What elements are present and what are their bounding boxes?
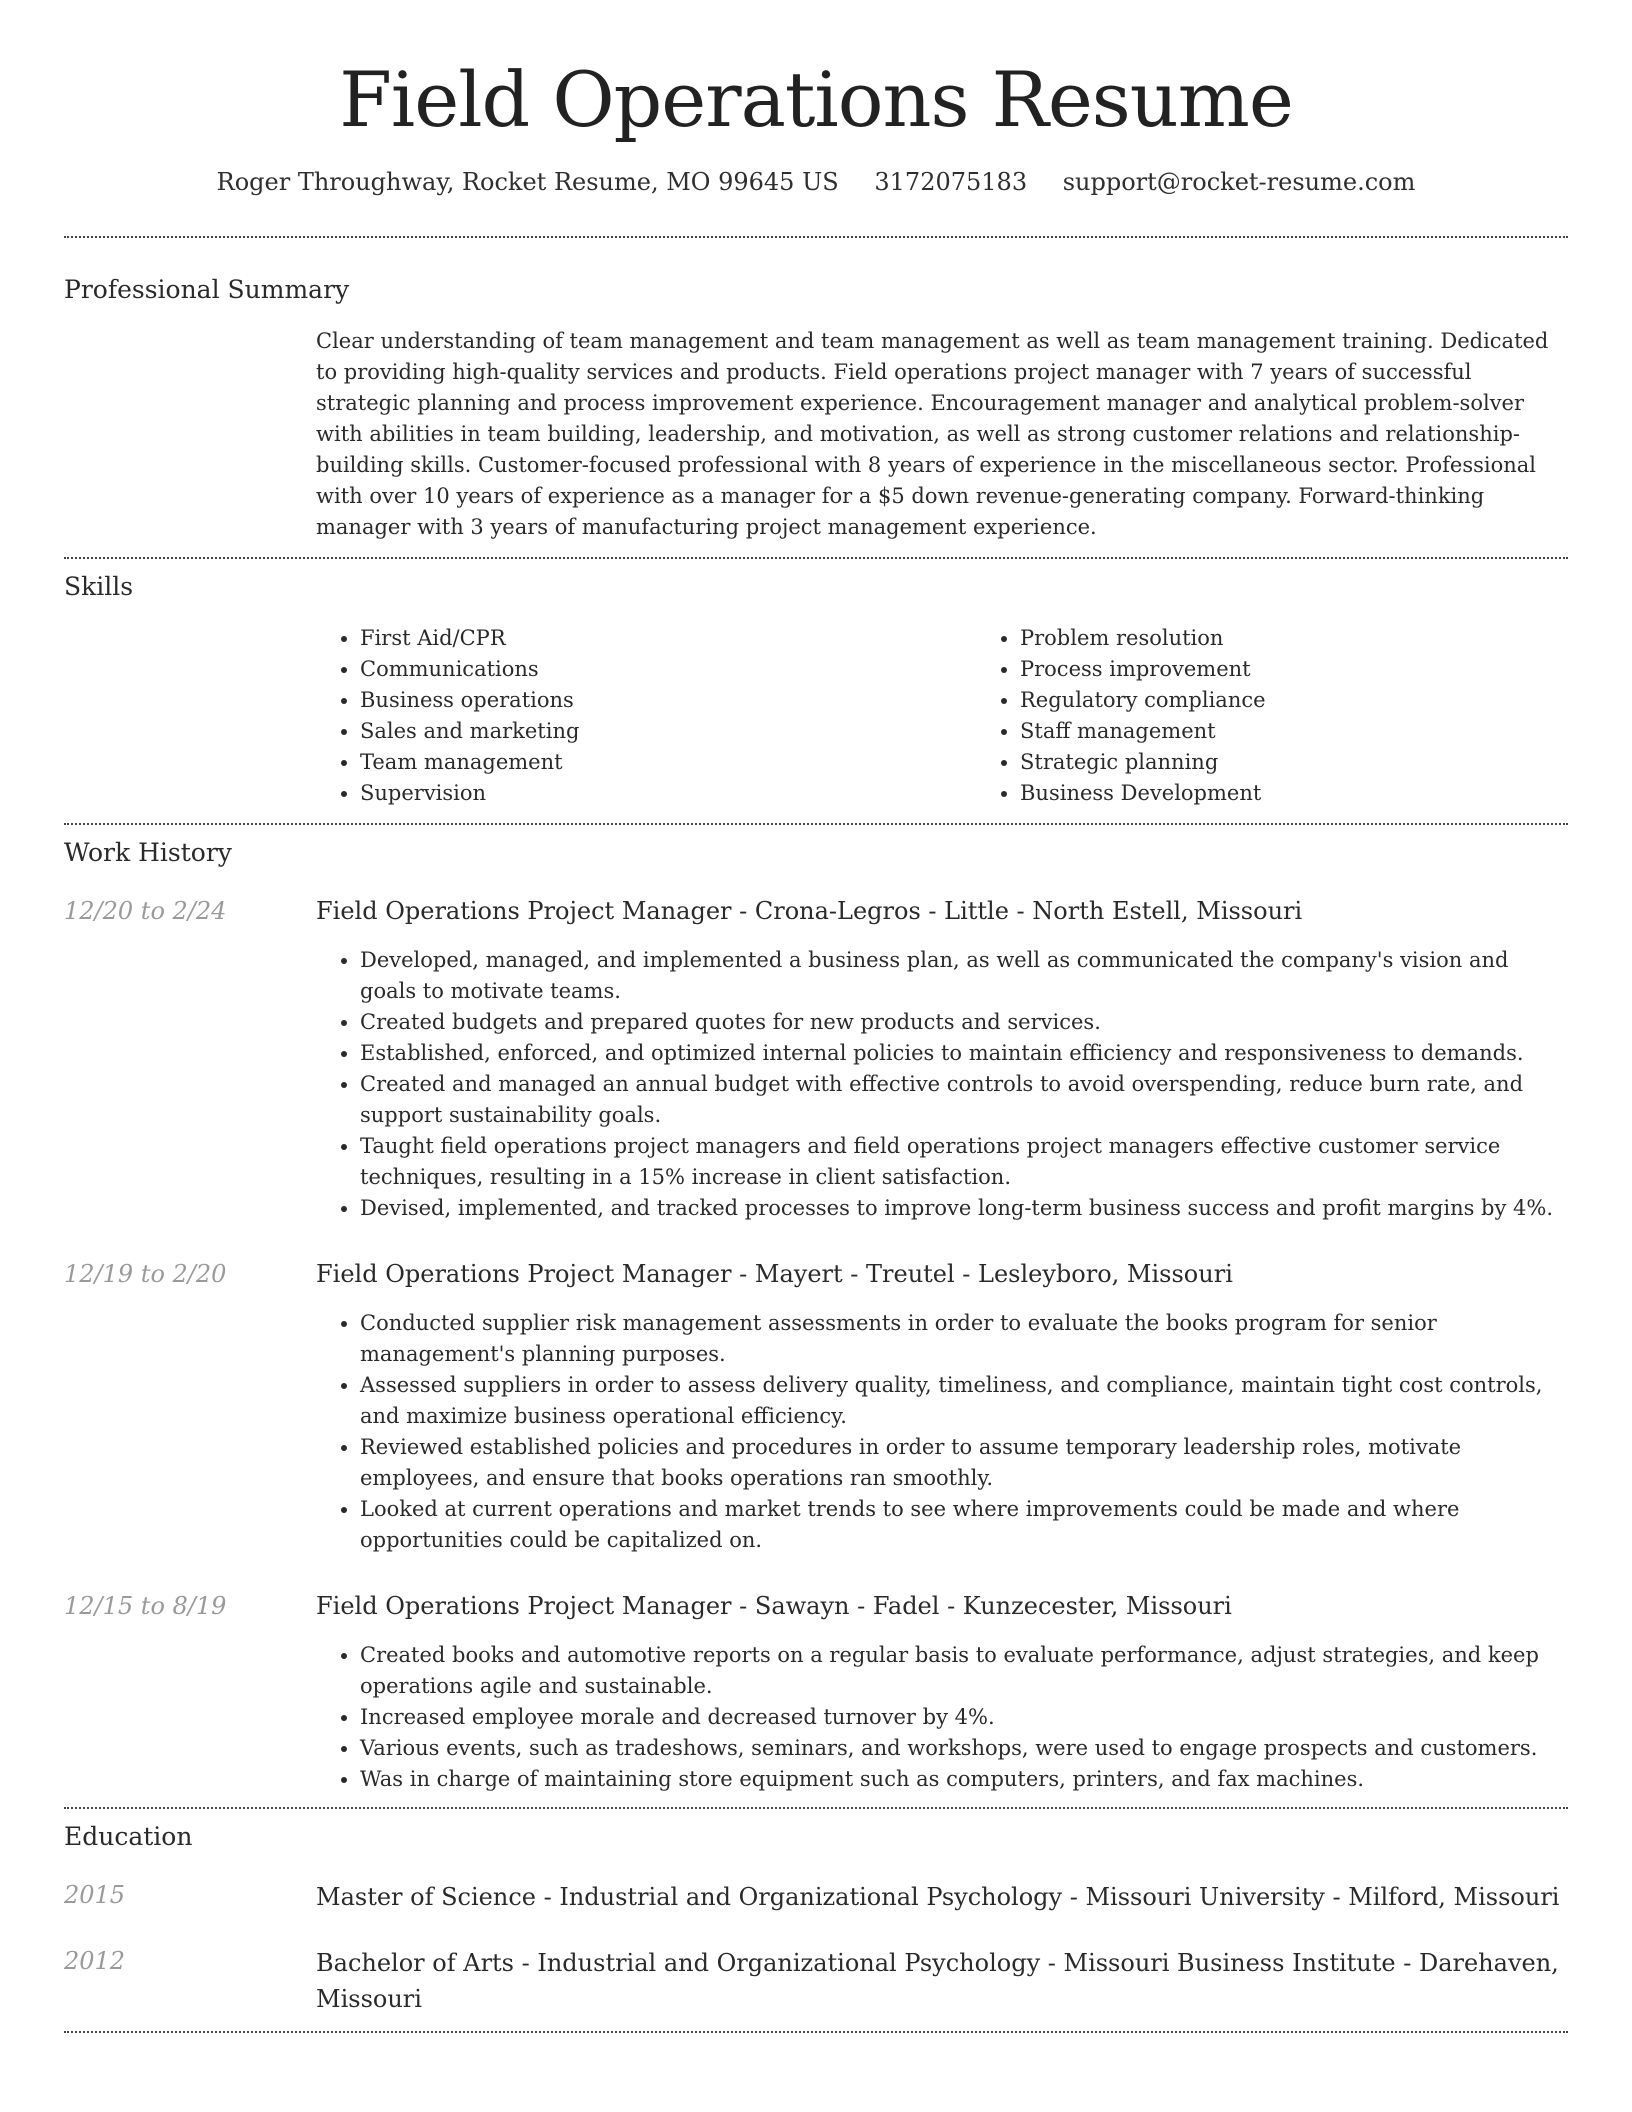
education-entry [64, 1879, 1568, 1915]
contact-phone: 3172075183 [874, 168, 1028, 196]
job-bullet: • Taught field operations project managers and field operations project managers effective customer service techniques, resulting in a 15% increase in client satisfaction. [360, 1131, 1568, 1193]
section-divider [64, 2031, 1568, 2033]
skills-section [64, 559, 1568, 823]
skills-list-left [316, 623, 976, 809]
job-bullet: • Conducted supplier risk management assessments in order to evaluate the books program for senior management's planning purposes. [360, 1308, 1568, 1370]
skill-item: • Business operations [360, 685, 976, 716]
job-gutter [64, 945, 316, 1224]
education-entry [64, 1945, 1568, 2017]
job-bullet: • Created budgets and prepared quotes for new products and services. [360, 1007, 1568, 1038]
job-bullet: • Looked at current operations and market trends to see where improvements could be made and where opportunities could be capitalized on. [360, 1494, 1568, 1556]
work-heading: Work History [64, 838, 232, 867]
job-bullet: • Created and managed an annual budget with effective controls to avoid overspending, reduce burn rate, and support sustainability goals. [360, 1069, 1568, 1131]
skill-item: • Communications [360, 654, 976, 685]
education-year: 2015 [64, 1881, 126, 1909]
job-dates: 12/20 to 2/24 [64, 897, 227, 925]
job-bullet: • Increased employee morale and decreased turnover by 4%. [360, 1702, 1568, 1733]
skills-list-right [976, 623, 1632, 809]
job-gutter [64, 1308, 316, 1556]
job-bullets [316, 1308, 1568, 1556]
job-bullet: • Devised, implemented, and tracked processes to improve long-term business success and profit margins by 4%. [360, 1193, 1568, 1224]
job-bullet: • Established, enforced, and optimized internal policies to maintain efficiency and responsiveness to demands. [360, 1038, 1568, 1069]
skill-item: • Problem resolution [1020, 623, 1632, 654]
job-bullet: • Various events, such as tradeshows, seminars, and workshops, were used to engage prospects and customers. [360, 1733, 1568, 1764]
job-dates: 12/15 to 8/19 [64, 1592, 227, 1620]
summary-gutter [64, 326, 316, 543]
skill-item: • Staff management [1020, 716, 1632, 747]
job-entry [64, 1590, 1568, 1795]
job-bullet: • Was in charge of maintaining store equipment such as computers, printers, and fax machines. [360, 1764, 1568, 1795]
skill-item: • Regulatory compliance [1020, 685, 1632, 716]
job-bullets [316, 945, 1568, 1224]
skill-item: • Strategic planning [1020, 747, 1632, 778]
contact-email: support@rocket-resume.com [1062, 168, 1416, 196]
job-bullet: • Reviewed established policies and procedures in order to assume temporary leadership roles, motivate employees, and ensure that books operations ran smoothly. [360, 1432, 1568, 1494]
job-dates: 12/19 to 2/20 [64, 1260, 227, 1288]
resume-title: Field Operations Resume [339, 55, 1293, 144]
job-title: Field Operations Project Manager - Sawayn - Fadel - Kunzecester, Missouri [316, 1592, 1232, 1620]
job-bullet: • Created books and automotive reports on a regular basis to evaluate performance, adjust strategies, and keep operations agile and sustainable. [360, 1640, 1568, 1702]
education-title: Bachelor of Arts - Industrial and Organizational Psychology - Missouri Business Institute - Darehaven, Missouri [316, 1949, 1559, 2013]
contact-line [64, 166, 1568, 198]
skill-item: • Process improvement [1020, 654, 1632, 685]
skills-heading: Skills [64, 572, 134, 601]
job-bullets [316, 1640, 1568, 1795]
job-title: Field Operations Project Manager - Mayert - Treutel - Lesleyboro, Missouri [316, 1260, 1233, 1288]
job-bullet: • Assessed suppliers in order to assess delivery quality, timeliness, and compliance, maintain tight cost controls, and maximize business operational efficiency. [360, 1370, 1568, 1432]
job-gutter [64, 1640, 316, 1795]
education-year: 2012 [64, 1947, 126, 1975]
education-section [64, 1809, 1568, 2031]
summary-heading: Professional Summary [64, 275, 350, 304]
summary-text: Clear understanding of team management and team management as well as team management training. Dedicated to providing high-quality services and products. Field operations project manager with 7 years of successful strategic planning and process improvement experience. Encouragement manager and analytical problem-solver with abilities in team building, leadership, and motivation, as well as strong customer relations and relationship-building skills. Customer-focused professional with 8 years of experience in the miscellaneous sector. Professional with over 10 years of experience as a manager for a $5 down revenue-generating company. Forward-thinking manager with 3 years of manufacturing project management experience. [316, 329, 1549, 539]
education-heading: Education [64, 1822, 193, 1851]
job-title: Field Operations Project Manager - Crona-Legros - Little - North Estell, Missouri [316, 897, 1303, 925]
skills-gutter [64, 623, 316, 809]
summary-section [64, 238, 1568, 557]
skill-item: • Business Development [1020, 778, 1632, 809]
job-bullet: • Developed, managed, and implemented a business plan, as well as communicated the company's vision and goals to motivate teams. [360, 945, 1568, 1007]
skill-item: • Team management [360, 747, 976, 778]
skill-item: • Sales and marketing [360, 716, 976, 747]
work-section [64, 825, 1568, 1807]
skill-item: • First Aid/CPR [360, 623, 976, 654]
contact-address: Roger Throughway, Rocket Resume, MO 99645 US [216, 168, 839, 196]
job-entry [64, 1258, 1568, 1556]
education-title: Master of Science - Industrial and Organizational Psychology - Missouri University - Milford, Missouri [316, 1883, 1560, 1911]
job-entry [64, 895, 1568, 1224]
skill-item: • Supervision [360, 778, 976, 809]
